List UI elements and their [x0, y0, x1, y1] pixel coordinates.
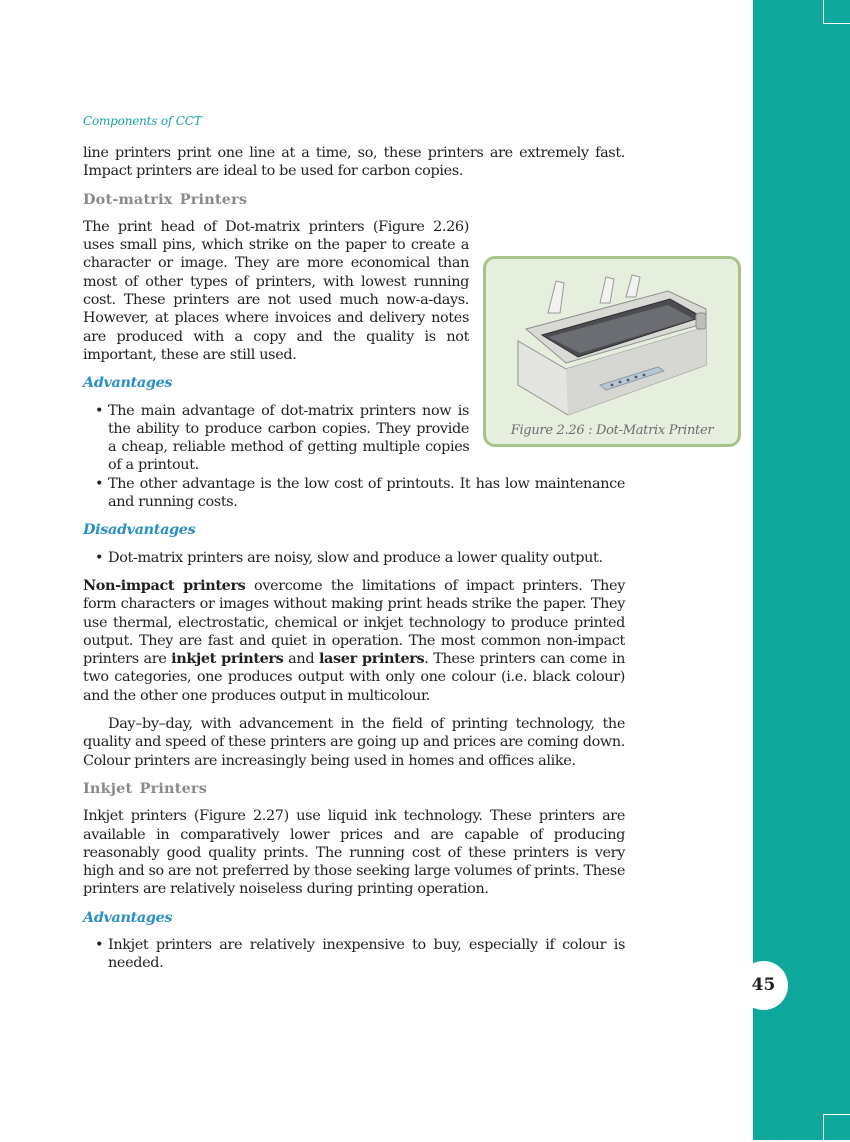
corner-mark-bottom — [823, 1114, 850, 1142]
nonimpact-text-2: and — [283, 651, 319, 668]
corner-mark-top — [823, 0, 850, 24]
dotmatrix-disadvantages-heading: Disadvantages — [83, 521, 196, 539]
term-nonimpact: Non-impact printers — [83, 576, 246, 594]
dotmatrix-advantages-heading: Advantages — [83, 374, 173, 392]
page-body — [83, 144, 714, 983]
inkjet-advantages-list — [83, 936, 625, 973]
nonimpact-text-1: overcome the limitations of impact printers. They form characters or images without making print heads strike the paper. They use thermal, electrostatic, chemical or inkjet technology to produce printed output. They are fast and quiet in operation. The most common non-impact printers are — [83, 577, 625, 668]
list-item: • The main advantage of dot-matrix printers now is the ability to produce carbon copies. They provide a cheap, reliable method of getting multiple copies of a printout. — [83, 402, 625, 475]
dotmatrix-paragraph-text: The print head of Dot-matrix printers (Figure 2.26) uses small pins, which strike on the paper to create a character or image. They are more economical than most of other types of printers, with lowest running cost. These printers are not used much now-a-days. However, at places where invoices and delivery notes are produced with a copy and the quality is not important, these are still used. — [83, 218, 469, 363]
inkjet-paragraph: Inkjet printers (Figure 2.27) use liquid ink technology. These printers are available in comparatively lower prices and are capable of producing reasonably good quality prints. The running cost of these printers is very high and so are not preferred by those seeking large volumes of prints. These printers are relatively noiseless during printing operation. — [83, 808, 625, 898]
term-laser: laser printers — [318, 650, 425, 668]
dot-matrix-printer-illustration — [508, 273, 718, 423]
page-number: 45 — [739, 961, 788, 1010]
list-item: • Dot-matrix printers are noisy, slow and produce a lower quality output. — [83, 549, 625, 567]
daybyday-paragraph: Day–by–day, with advancement in the field of printing technology, the quality and speed of these printers are going up and prices are coming down. Colour printers are increasingly being used in homes and offices alike. — [83, 716, 625, 769]
nonimpact-text-3: . These printers can come in two categories, one produces output with only one colour (i.e. black colour) and the other one produces output in multicolour. — [83, 651, 625, 704]
inkjet-advantages-heading: Advantages — [83, 908, 173, 926]
running-head: Components of CCT — [83, 114, 202, 128]
inkjet-heading: Inkjet Printers — [83, 779, 208, 797]
dotmatrix-advantages-list — [83, 402, 625, 512]
term-inkjet: inkjet printers — [171, 650, 284, 668]
dotmatrix-heading: Dot-matrix Printers — [83, 190, 248, 208]
dotmatrix-disadvantages-list — [83, 549, 625, 567]
figure-caption: Figure 2.26 : Dot-Matrix Printer — [510, 422, 714, 438]
list-item: • The other advantage is the low cost of printouts. It has low maintenance and running costs. — [83, 475, 625, 512]
list-item: • Inkjet printers are relatively inexpensive to buy, especially if colour is needed. — [83, 936, 625, 973]
intro-paragraph: line printers print one line at a time, so, these printers are extremely fast. Impact printers are ideal to be used for carbon copies. — [83, 145, 625, 180]
nonimpact-paragraph — [83, 577, 625, 705]
